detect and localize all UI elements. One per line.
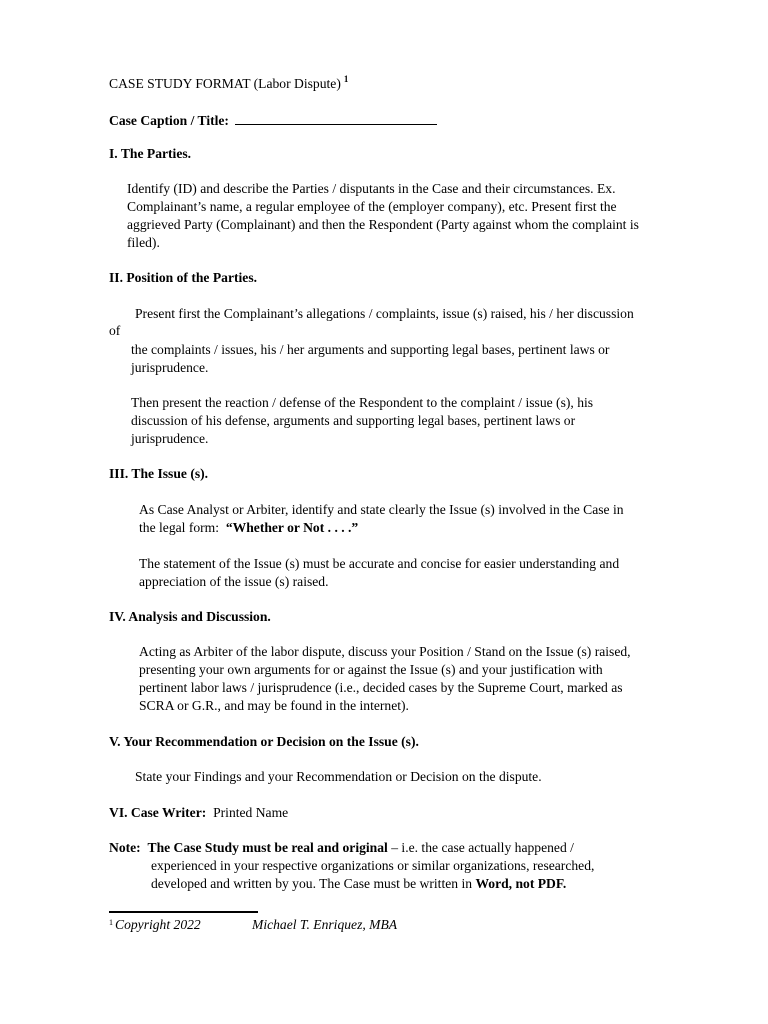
analysis-line: presenting your own arguments for or against the Issue (s) and your justification with xyxy=(139,662,603,677)
footnote-author: Michael T. Enriquez, MBA xyxy=(252,917,398,932)
note-format-requirement: Word, not PDF. xyxy=(475,876,567,891)
footnote-mark: 1 xyxy=(109,918,113,927)
issue-line: appreciation of the issue (s) raised. xyxy=(139,574,329,589)
case-caption xyxy=(109,111,437,130)
section-heading-analysis: IV. Analysis and Discussion. xyxy=(109,609,271,624)
parties-line: aggrieved Party (Complainant) and then the Respondent (Party against whom the complaint is xyxy=(127,217,639,232)
position-line: jurisprudence. xyxy=(131,360,209,375)
footnote-copyright: $^1$ Copyright 2022 xyxy=(109,917,201,932)
note-emphasis: The Case Study must be real and original xyxy=(147,840,388,855)
section-heading-parties: I. The Parties. xyxy=(109,146,192,161)
issue-line: As Case Analyst or Arbiter, identify and state clearly the Issue (s) involved in the Case in xyxy=(139,502,624,517)
caption-blank-line xyxy=(235,111,437,125)
note-line: developed and written by you. The Case must be written in Word, not PDF. xyxy=(151,876,567,891)
position-line: Present first the Complainant’s allegations / complaints, issue (s) raised, his / her discussion xyxy=(135,306,634,321)
parties-line: Complainant’s name, a regular employee of the (employer company), etc. Present first the xyxy=(127,199,617,214)
footnote-separator xyxy=(109,911,258,913)
issue-legal-form: “Whether or Not . . . .” xyxy=(225,520,359,535)
position-line: Then present the reaction / defense of the Respondent to the complaint / issue (s), his xyxy=(131,395,594,410)
note-line: Note: The Case Study must be real and original – i.e. the case actually happened / xyxy=(109,840,574,855)
document-title xyxy=(109,75,348,94)
parties-line: Identify (ID) and describe the Parties / disputants in the Case and their circumstances. Ex. xyxy=(127,181,616,196)
analysis-line: Acting as Arbiter of the labor dispute, discuss your Position / Stand on the Issue (s) raised, xyxy=(139,644,631,659)
recommendation-line: State your Findings and your Recommendation or Decision on the dispute. xyxy=(135,769,542,784)
section-heading-recommendation: V. Your Recommendation or Decision on the Issue (s). xyxy=(109,734,419,749)
section-heading-position: II. Position of the Parties. xyxy=(109,270,258,285)
position-line: discussion of his defense, arguments and supporting legal bases, pertinent laws or xyxy=(131,413,576,428)
issue-line: the legal form: “Whether or Not . . . .” xyxy=(139,520,359,535)
caption-label: Case Caption / Title: xyxy=(109,113,229,128)
position-line: the complaints / issues, his / her arguments and supporting legal bases, pertinent laws or xyxy=(131,342,610,357)
position-line: of xyxy=(109,323,121,338)
issue-line: The statement of the Issue (s) must be accurate and concise for easier understanding and xyxy=(139,556,620,571)
analysis-line: SCRA or G.R., and may be found in the internet). xyxy=(139,698,409,713)
parties-line: filed). xyxy=(127,235,160,250)
position-line: jurisprudence. xyxy=(131,431,209,446)
writer-value: Printed Name xyxy=(213,805,289,820)
section-heading-issue: III. The Issue (s). xyxy=(109,466,209,481)
title-text: CASE STUDY FORMAT (Labor Dispute) xyxy=(109,76,341,91)
note-line: experienced in your respective organizations or similar organizations, researched, xyxy=(151,858,595,873)
title-footnote-mark: 1 xyxy=(343,74,349,84)
note-label: Note: xyxy=(109,840,141,855)
section-heading-writer: VI. Case Writer: Printed Name xyxy=(109,805,289,820)
analysis-line: pertinent labor laws / jurisprudence (i.e., decided cases by the Supreme Court, marked as xyxy=(139,680,623,695)
